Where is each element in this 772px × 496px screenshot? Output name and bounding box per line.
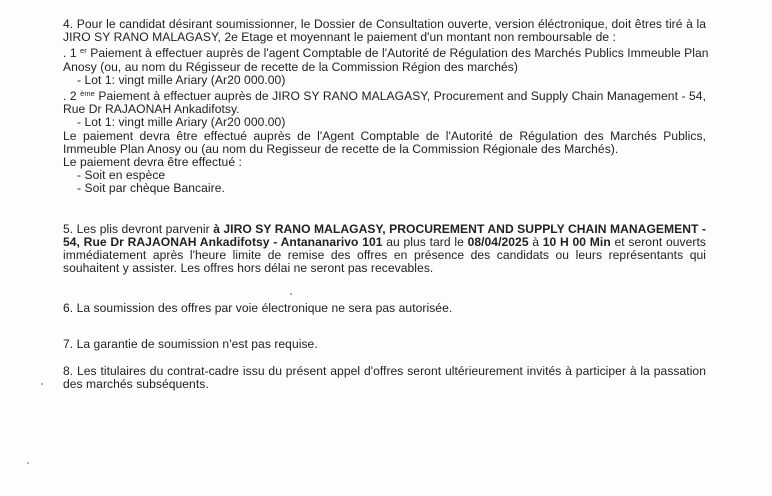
- section-8-line-2: des marchés subséquents.: [63, 377, 209, 392]
- section-5-line-2-d: à: [528, 234, 543, 249]
- section-5-line-2-b: au plus tard le: [382, 234, 468, 249]
- section-4-line-2: JIRO SY RANO MALAGASY, 2e Etage et moyennant le paiement d'un montant non remboursable de :: [63, 30, 616, 45]
- scan-speck: [290, 293, 292, 295]
- section-5-line-1-a: 5. Les plis devront parvenir: [63, 221, 214, 236]
- section-4-line-1: 4. Pour le candidat désirant soumissionner, le Dossier de Consultation ouverte, version éléctronique, doit êtres tiré à la: [63, 17, 706, 31]
- section-4-line-11: Le paiement devra être effectué :: [63, 155, 242, 170]
- payment-1-prefix: . 1: [63, 46, 77, 61]
- section-4: [63, 17, 709, 196]
- section-5-line-3: immédiatement après l'heure limite de remise des offres en présence des candidats ou leurs représentants qui: [63, 248, 706, 263]
- delivery-address-1: à JIRO SY RANO MALAGASY, PROCUREMENT AND SUPPLY CHAIN MANAGEMENT -: [213, 221, 706, 236]
- deadline-time: 10 H 00 Min: [542, 234, 611, 249]
- section-4-line-4: Anosy (ou, au nom du Régisseur de recette de la Commission Région des marchés): [63, 59, 518, 74]
- deadline-date: 08/04/2025: [467, 234, 529, 249]
- section-8: [63, 365, 706, 391]
- section-7-line-1: 7. La garantie de soumission n'est pas requise.: [63, 336, 318, 351]
- section-6: [63, 302, 706, 315]
- section-5: [63, 223, 706, 276]
- section-6-line-1: 6. La soumission des offres par voie électronique ne sera pas autorisée.: [63, 301, 453, 316]
- payment-1-sup: er: [80, 46, 87, 56]
- delivery-address-2: 54, Rue Dr RAJAONAH Ankadifotsy - Antananarivo 101: [63, 234, 383, 249]
- scan-speck: [27, 462, 29, 464]
- payment-option-cash: - Soit en espèce: [77, 168, 166, 183]
- payment-2-text: Paiement à effectuer auprès de JIRO SY RANO MALAGASY, Procurement and Supply Chain Management - 54,: [94, 89, 706, 104]
- spacer: [63, 196, 706, 223]
- section-5-line-4: souhaitent y assister. Les offres hors délai ne seront pas recevables.: [63, 261, 434, 276]
- spacer: [63, 275, 706, 302]
- section-7: [63, 338, 706, 351]
- lot-1-amount-a: - Lot 1: vingt mille Ariary (Ar20 000.00): [77, 72, 286, 87]
- payment-option-cheque: - Soit par chèque Bancaire.: [77, 181, 225, 196]
- section-8-line-1: 8. Les titulaires du contrat-cadre issu du présent appel d'offres seront ultérieurement invités à participer à la passation: [63, 363, 706, 378]
- scan-speck: [41, 383, 43, 385]
- payment-1-line: [63, 44, 709, 61]
- payment-2-sup: ème: [80, 89, 95, 99]
- section-4-line-10: Immeuble Plan Anosy ou (au nom du Regisseur de recette de la Commission Régionale des Marchés).: [63, 141, 619, 156]
- lot-1-amount-b: - Lot 1: vingt mille Ariary (Ar20 000.00): [77, 115, 286, 130]
- spacer: [63, 351, 706, 365]
- document-body: [63, 17, 709, 392]
- section-4-line-7: Rue Dr RAJAONAH Ankadifotsy.: [63, 102, 240, 117]
- payment-2-prefix: . 2: [63, 89, 77, 104]
- section-5-line-2-f: et seront ouverts: [610, 234, 706, 249]
- section-4-line-9: Le paiement devra être effectué auprès de l'Agent Comptable de l'Autorité de Régulation des Marchés Publics,: [63, 128, 706, 143]
- payment-1-text: Paiement à effectuer auprès de l'agent Comptable de l'Autorité de Régulation des Marchés Publics Immeuble Plan: [86, 46, 709, 61]
- payment-2-line: [63, 87, 706, 103]
- spacer: [63, 316, 706, 338]
